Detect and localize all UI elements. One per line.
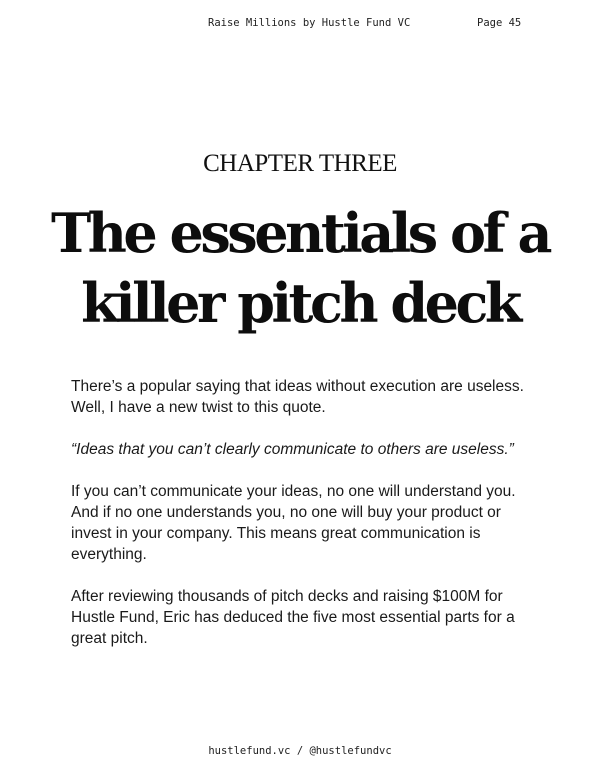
page-number: Page 45 — [477, 17, 522, 29]
body-text — [71, 376, 541, 670]
chapter-title-line-1: The essentials of a — [50, 201, 550, 265]
paragraph-quote: “Ideas that you can’t clearly communicate to others are useless.” — [71, 441, 514, 458]
paragraph-pitch-decks: After reviewing thousands of pitch decks and raising $100M for Hustle Fund, Eric has deduced the five most essential parts for a great pitch. — [71, 588, 515, 647]
chapter-label: CHAPTER THREE — [203, 150, 397, 177]
paragraph-communication: If you can’t communicate your ideas, no one will understand you. And if no one understands you, no one will buy your product or invest in your company. This means great communication is everything. — [71, 483, 516, 563]
book-title: Raise Millions by Hustle Fund VC — [208, 17, 411, 29]
page-header — [0, 17, 600, 33]
paragraph-intro: There’s a popular saying that ideas without execution are useless. Well, I have a new twist to this quote. — [71, 378, 524, 416]
chapter-title — [20, 198, 580, 338]
page-footer: hustlefund.vc / @hustlefundvc — [208, 745, 392, 757]
chapter-title-line-2: killer pitch deck — [81, 271, 519, 335]
